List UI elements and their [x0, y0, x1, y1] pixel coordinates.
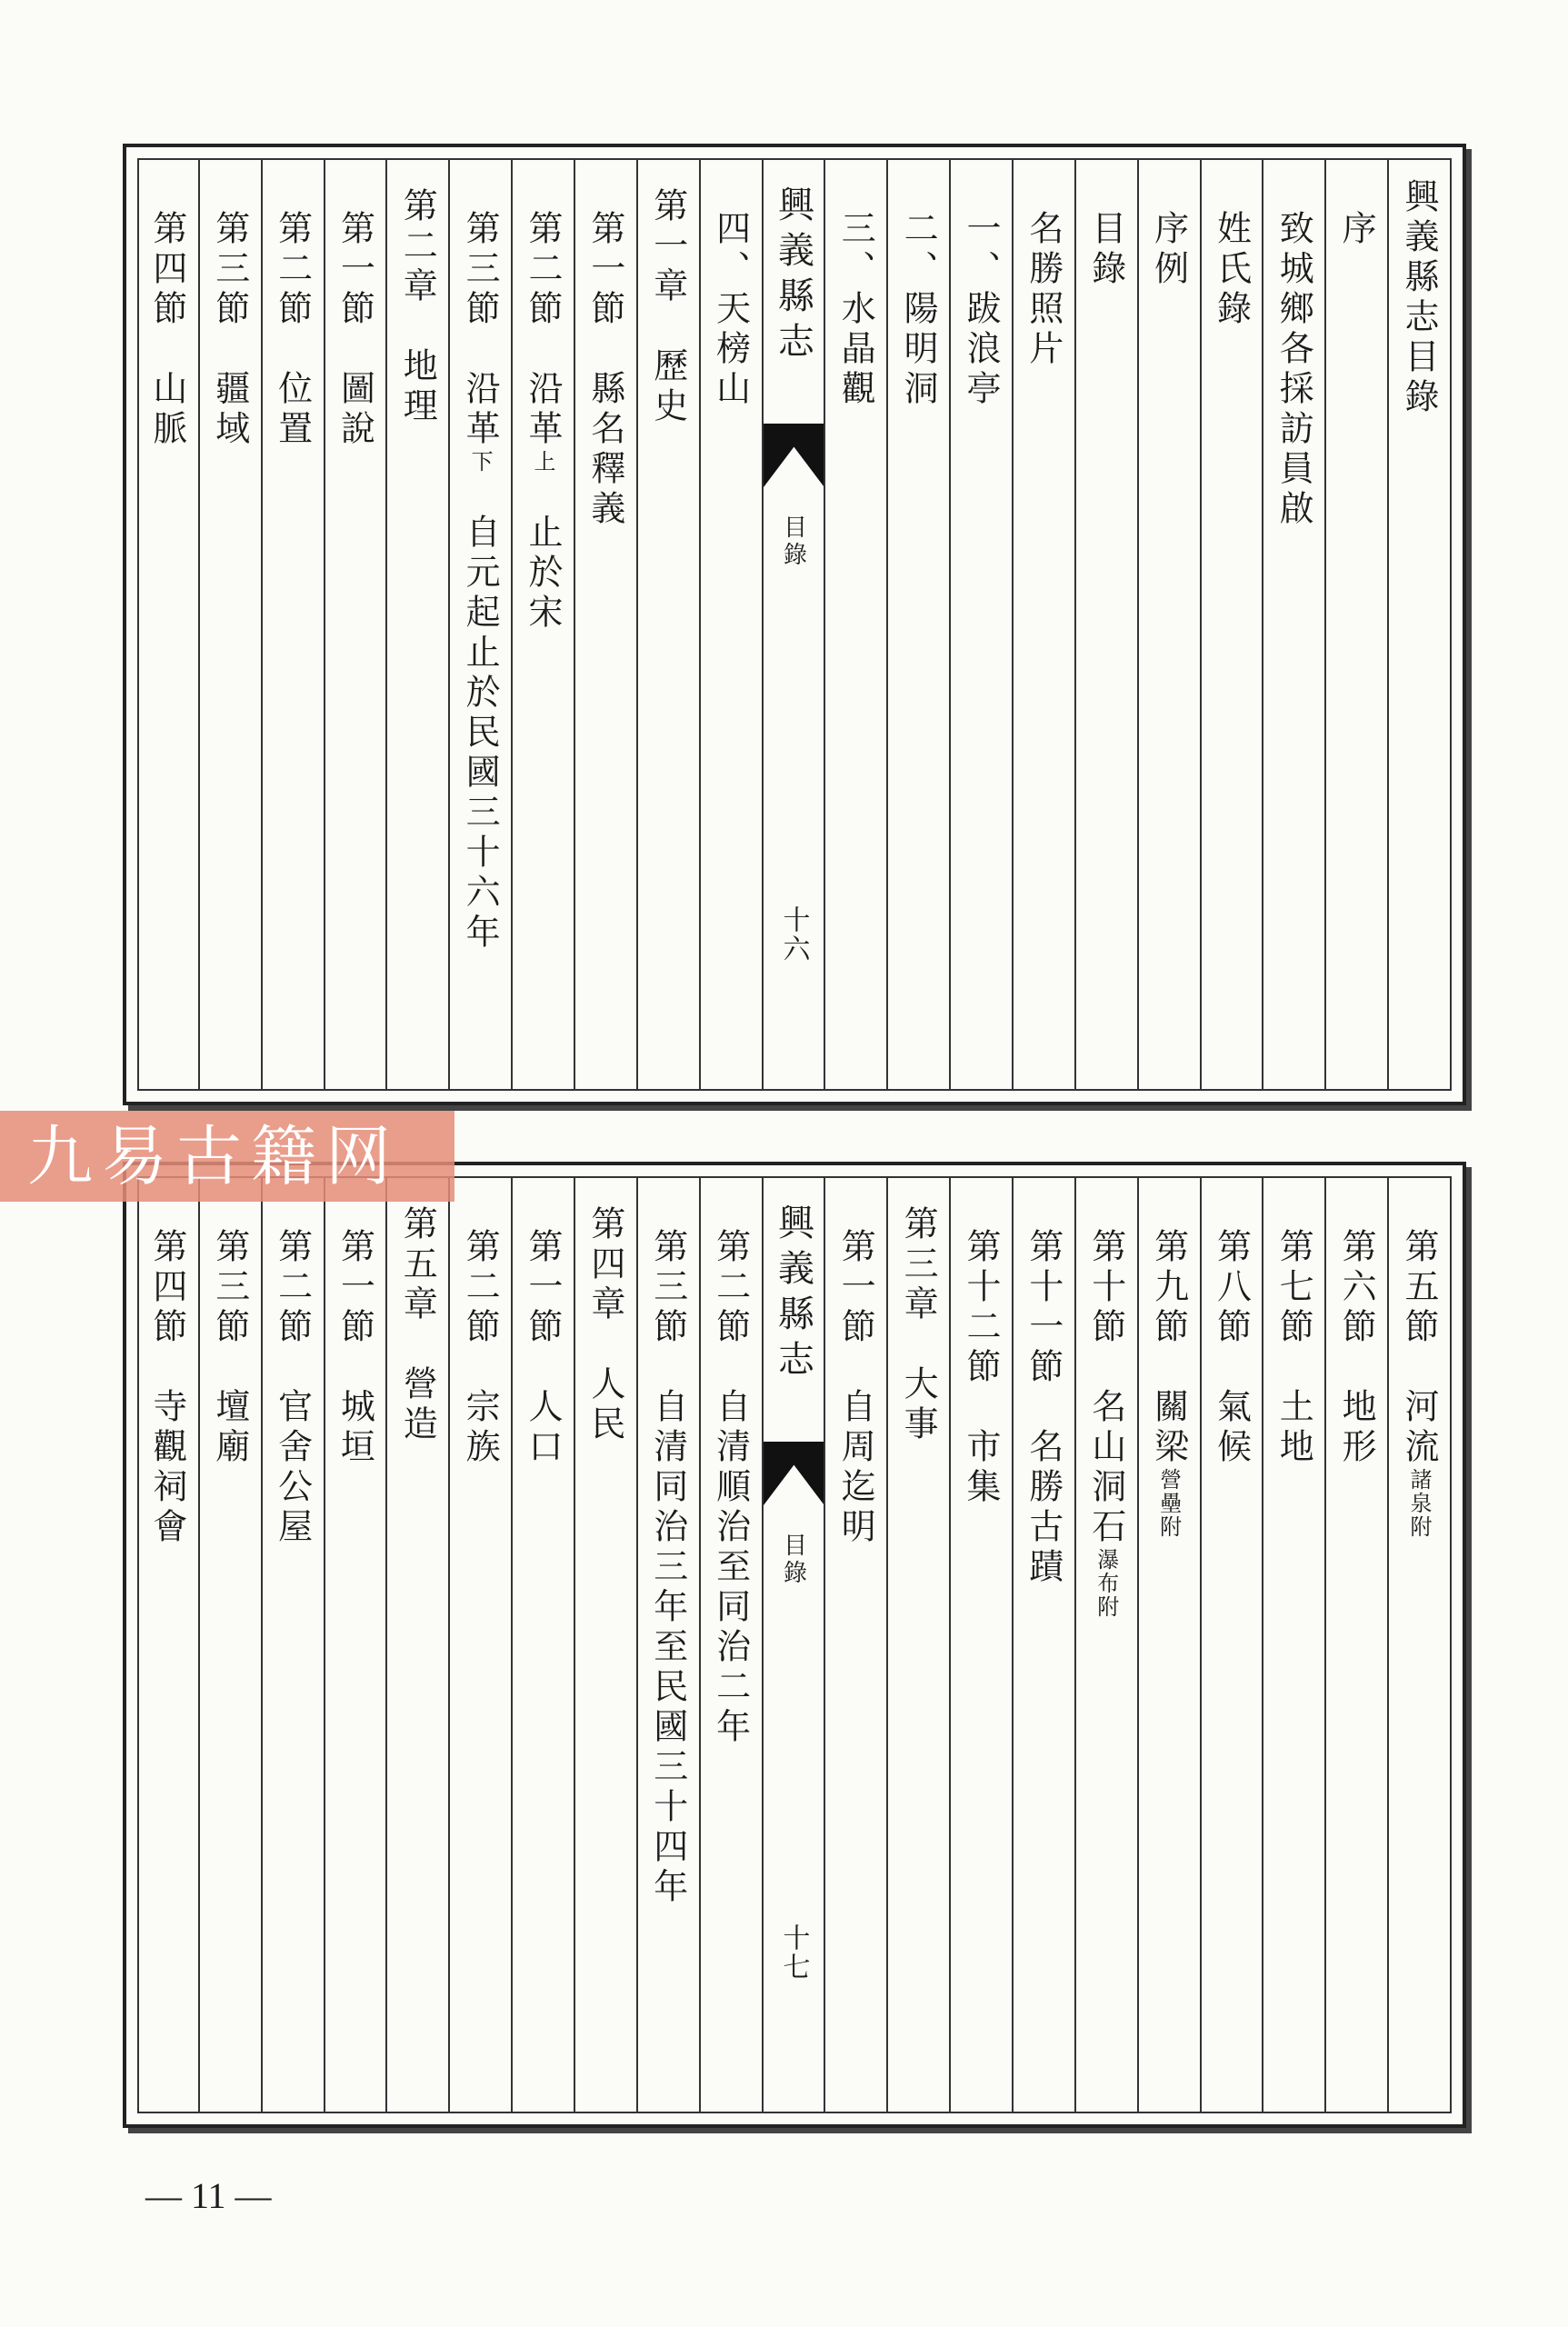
toc-column	[511, 160, 574, 1089]
toc-entry-text: 第二章 地理	[397, 187, 438, 427]
banner	[764, 160, 824, 1089]
toc-column	[699, 1178, 762, 2112]
toc-column	[1012, 1178, 1074, 2112]
toc-entry	[701, 1228, 762, 1748]
banner-page-number: 十六	[777, 905, 810, 964]
toc-column	[1200, 1178, 1263, 2112]
toc-entry	[1202, 210, 1263, 330]
toc-entry	[825, 1228, 886, 1548]
toc-entry	[200, 1228, 261, 1468]
toc-entry-text: 興義縣志目錄	[1399, 178, 1439, 418]
toc-entry-annotation: 下	[467, 450, 494, 474]
toc-entry-text: 第四節 山脈	[146, 210, 187, 450]
toc-entry	[1139, 1228, 1200, 1539]
toc-entry	[1014, 1228, 1074, 1588]
toc-column	[385, 1178, 448, 2112]
toc-entry-text: 第十節 名山洞石	[1085, 1228, 1126, 1548]
toc-column	[699, 160, 762, 1089]
toc-entry	[387, 187, 448, 427]
toc-entry	[951, 210, 1012, 410]
toc-column	[135, 160, 198, 1089]
toc-entry	[513, 210, 574, 634]
toc-column	[324, 1178, 386, 2112]
toc-entry	[387, 1205, 448, 1445]
banner	[764, 1178, 824, 2112]
toc-entry-text: 致城鄉各採訪員啟	[1273, 210, 1314, 530]
toc-column	[261, 160, 324, 1089]
toc-entry	[638, 1228, 699, 1908]
toc-column	[1262, 1178, 1324, 2112]
toc-column	[949, 1178, 1012, 2112]
toc-entry	[1076, 1228, 1137, 1619]
bottom-page-columns	[137, 1176, 1452, 2113]
toc-entry	[325, 1228, 386, 1468]
center-banner-column	[762, 1178, 824, 2112]
banner-title: 興義縣志	[772, 1203, 814, 1385]
toc-entry	[1014, 210, 1074, 370]
bottom-page-panel	[123, 1162, 1466, 2128]
toc-column	[511, 1178, 574, 2112]
toc-entry-text: 第四章 人民	[584, 1205, 625, 1445]
toc-column	[824, 160, 886, 1089]
toc-entry-text: 第七節 土地	[1273, 1228, 1314, 1468]
toc-column	[1200, 160, 1263, 1089]
toc-entry-text: 第三節 自清同治三年至民國三十四年	[647, 1228, 688, 1908]
toc-entry	[325, 210, 386, 450]
page-number: — 11 —	[145, 2175, 272, 2216]
toc-entry-text: 第一節 縣名釋義	[584, 210, 625, 530]
toc-column	[574, 1178, 636, 2112]
toc-entry-text: 第六節 地形	[1336, 1228, 1377, 1468]
toc-entry-text: 第三節 沿革	[460, 210, 501, 450]
toc-entry-text: 第五節 河流	[1399, 1228, 1439, 1468]
toc-entry-text: 第十一節 名勝古蹟	[1023, 1228, 1064, 1588]
toc-column	[1324, 1178, 1387, 2112]
toc-entry	[701, 210, 762, 410]
toc-entry-text: 姓氏錄	[1211, 210, 1252, 330]
toc-entry	[1139, 210, 1200, 290]
toc-entry-text: 名勝照片	[1023, 210, 1064, 370]
toc-entry	[1202, 1228, 1263, 1468]
toc-entry-text: 第一節 人口	[523, 1228, 563, 1468]
toc-column	[949, 160, 1012, 1089]
toc-entry-annotation: 上	[530, 450, 555, 474]
toc-column	[324, 160, 386, 1089]
toc-entry	[1326, 1228, 1387, 1468]
toc-column	[574, 160, 636, 1089]
toc-column	[448, 1178, 511, 2112]
toc-column	[1324, 160, 1387, 1089]
toc-column	[261, 1178, 324, 2112]
toc-entry-text: 第一章 歷史	[647, 187, 688, 427]
toc-entry-text: 第一節 城垣	[335, 1228, 375, 1468]
toc-entry-annotation: 諸泉附	[1406, 1468, 1432, 1539]
toc-entry	[1326, 210, 1387, 250]
toc-column	[886, 1178, 949, 2112]
toc-column	[636, 1178, 699, 2112]
toc-column	[1012, 160, 1074, 1089]
toc-entry	[575, 210, 636, 530]
toc-column	[1387, 1178, 1450, 2112]
toc-entry	[888, 1205, 949, 1445]
toc-column	[1074, 160, 1137, 1089]
toc-entry	[263, 210, 324, 450]
toc-column	[448, 160, 511, 1089]
toc-entry-text: 第二節 沿革	[523, 210, 563, 450]
toc-entry-text: 第十二節 市集	[961, 1228, 1001, 1508]
toc-entry	[200, 210, 261, 450]
toc-entry-annotation: 營壘附	[1155, 1468, 1182, 1539]
toc-entry	[263, 1228, 324, 1548]
toc-column	[198, 160, 261, 1089]
toc-entry	[135, 210, 198, 450]
toc-column	[198, 1178, 261, 2112]
toc-entry	[1389, 178, 1450, 418]
toc-entry-text: 第四節 寺觀祠會	[146, 1228, 187, 1548]
toc-column	[135, 1178, 198, 2112]
toc-column	[1137, 1178, 1200, 2112]
toc-entry	[888, 210, 949, 410]
toc-entry-text: 序例	[1148, 210, 1189, 290]
toc-entry	[575, 1205, 636, 1445]
toc-column	[1387, 160, 1450, 1089]
toc-column	[824, 1178, 886, 2112]
toc-entry	[450, 1228, 511, 1468]
toc-column	[1262, 160, 1324, 1089]
fish-tail-mark-icon	[764, 424, 824, 487]
toc-entry	[1263, 210, 1324, 530]
toc-column	[886, 160, 949, 1089]
toc-entry	[951, 1228, 1012, 1508]
toc-entry	[450, 210, 511, 954]
toc-entry-text: 第八節 氣候	[1211, 1228, 1252, 1468]
toc-entry	[1389, 1228, 1450, 1539]
toc-entry	[1263, 1228, 1324, 1468]
toc-entry-text: 第二節 自清順治至同治二年	[710, 1228, 751, 1748]
toc-entry	[638, 187, 699, 427]
toc-entry-text: 四、天榜山	[710, 210, 751, 410]
toc-entry-text: 第一節 自周迄明	[835, 1228, 876, 1548]
toc-entry-text: 序	[1336, 210, 1377, 250]
top-page-panel	[123, 144, 1466, 1105]
toc-entry-text: 第一節 圖說	[335, 210, 375, 450]
toc-entry-text: 第二節 位置	[272, 210, 313, 450]
toc-entry-text: 三、水晶觀	[835, 210, 876, 410]
toc-entry-text: 目錄	[1085, 210, 1126, 290]
toc-entry-text: 一、跋浪亭	[961, 210, 1001, 410]
toc-entry-text: 第二節 官舍公屋	[272, 1228, 313, 1548]
top-page-columns	[137, 158, 1452, 1091]
watermark-logo: 九易古籍网	[0, 1111, 454, 1202]
toc-entry-text: 第九節 關梁	[1148, 1228, 1189, 1468]
toc-entry-text: 第二節 宗族	[460, 1228, 501, 1468]
toc-entry-text: 二、陽明洞	[898, 210, 939, 410]
center-banner-column	[762, 160, 824, 1089]
toc-column	[1074, 1178, 1137, 2112]
banner-subtitle: 目錄	[779, 1533, 807, 1587]
toc-entry	[135, 1228, 198, 1548]
toc-entry-text: 第三節 壇廟	[209, 1228, 250, 1468]
toc-entry	[825, 210, 886, 410]
toc-column	[636, 160, 699, 1089]
toc-entry	[513, 1228, 574, 1468]
toc-entry	[1076, 210, 1137, 290]
toc-entry-text: 第三章 大事	[898, 1205, 939, 1445]
toc-entry-text: 第三節 疆域	[209, 210, 250, 450]
toc-entry-annotation: 瀑布附	[1093, 1548, 1119, 1619]
toc-entry-range: 自元起止於民國三十六年	[460, 474, 501, 954]
banner-title: 興義縣志	[772, 185, 814, 367]
toc-column	[385, 160, 448, 1089]
toc-column	[1137, 160, 1200, 1089]
toc-entry-range: 止於宋	[523, 474, 563, 634]
banner-page-number: 十七	[777, 1923, 810, 1982]
fish-tail-mark-icon	[764, 1442, 824, 1505]
banner-subtitle: 目錄	[779, 514, 807, 569]
toc-entry-text: 第五章 營造	[397, 1205, 438, 1445]
